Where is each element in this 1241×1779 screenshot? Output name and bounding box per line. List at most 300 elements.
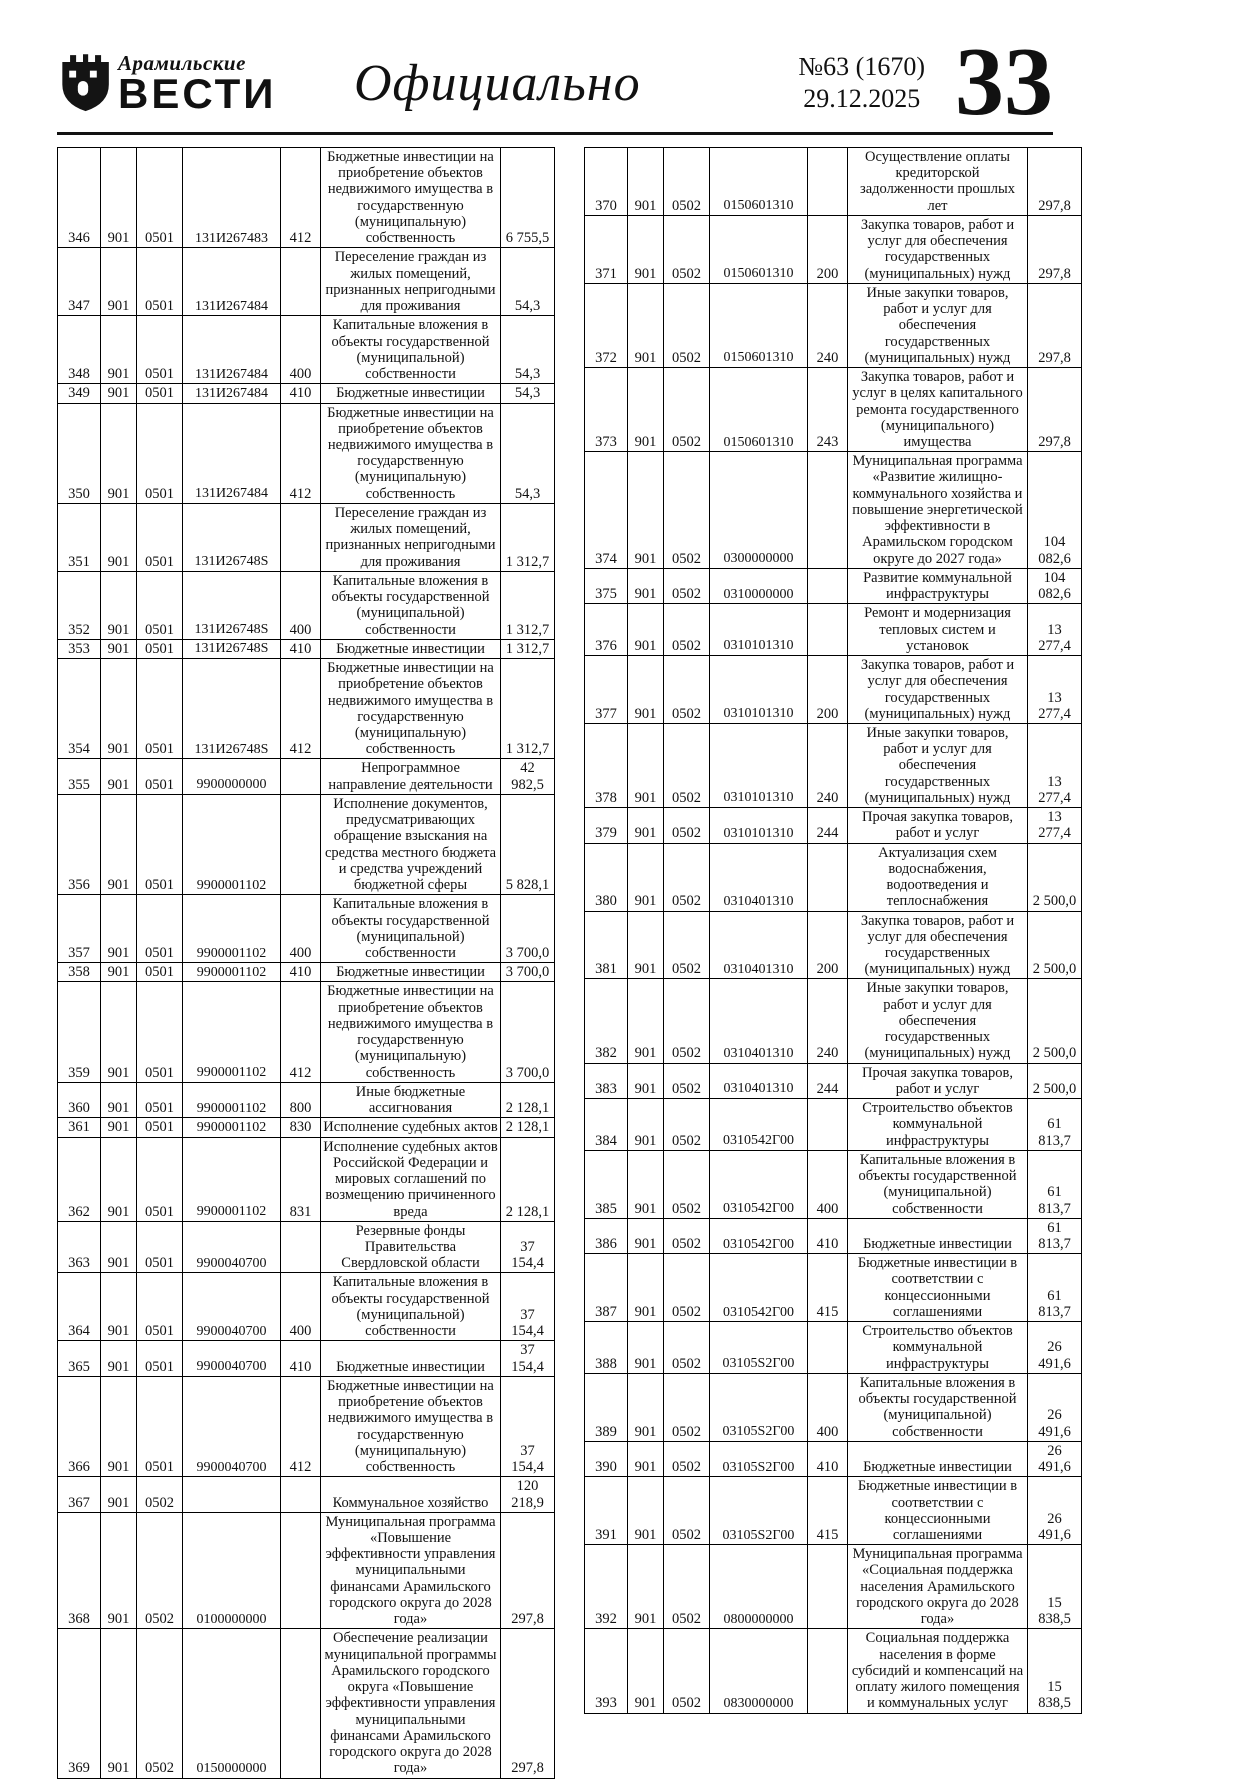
target-code: 9900001102 bbox=[183, 982, 281, 1082]
amount: 297,8 bbox=[1028, 368, 1082, 452]
grbs-code: 901 bbox=[628, 656, 664, 724]
table-row bbox=[58, 1477, 555, 1512]
target-code: 0310101310 bbox=[710, 604, 808, 656]
grbs-code: 901 bbox=[101, 1341, 137, 1376]
budget-table-left bbox=[57, 147, 555, 1779]
section-code: 0502 bbox=[664, 604, 710, 656]
amount: 297,8 bbox=[1028, 215, 1082, 283]
grbs-code: 901 bbox=[101, 503, 137, 571]
row-number: 384 bbox=[585, 1099, 628, 1151]
target-code: 0310101310 bbox=[710, 723, 808, 807]
target-code: 0310401310 bbox=[710, 979, 808, 1063]
issue-date: 29.12.2025 bbox=[803, 84, 921, 113]
table-row bbox=[585, 1322, 1082, 1374]
table-row bbox=[58, 1629, 555, 1778]
expense-name: Бюджетные инвестиции на приобретение объектов недвижимого имущества в государственную (муниципальную) собственность bbox=[321, 1376, 501, 1476]
type-code: 410 bbox=[281, 639, 321, 658]
amount: 54,3 bbox=[501, 248, 555, 316]
target-code: 03105S2Г00 bbox=[710, 1477, 808, 1545]
grbs-code: 901 bbox=[628, 1629, 664, 1713]
row-number: 382 bbox=[585, 979, 628, 1063]
table-row bbox=[58, 982, 555, 1082]
table-row bbox=[58, 1137, 555, 1221]
amount: 1 312,7 bbox=[501, 639, 555, 658]
section-code: 0502 bbox=[664, 1150, 710, 1218]
section-code: 0501 bbox=[137, 963, 183, 982]
row-number: 387 bbox=[585, 1254, 628, 1322]
target-code: 9900000000 bbox=[183, 759, 281, 794]
table-row bbox=[58, 794, 555, 894]
amount: 54,3 bbox=[501, 403, 555, 503]
row-number: 374 bbox=[585, 452, 628, 569]
target-code: 0300000000 bbox=[710, 452, 808, 569]
target-code: 9900040700 bbox=[183, 1376, 281, 1476]
section-code: 0501 bbox=[137, 759, 183, 794]
amount: 37 154,4 bbox=[501, 1221, 555, 1273]
type-code bbox=[281, 1221, 321, 1273]
target-code: 0310401310 bbox=[710, 1063, 808, 1098]
amount: 61 813,7 bbox=[1028, 1099, 1082, 1151]
section-code: 0501 bbox=[137, 571, 183, 639]
expense-name: Капитальные вложения в объекты государственной (муниципальной) собственности bbox=[848, 1150, 1028, 1218]
amount: 2 128,1 bbox=[501, 1137, 555, 1221]
row-number: 380 bbox=[585, 843, 628, 911]
expense-name: Резервные фонды Правительства Свердловской области bbox=[321, 1221, 501, 1273]
type-code: 244 bbox=[808, 1063, 848, 1098]
brand-bottom-text: ВЕСТИ bbox=[118, 69, 277, 117]
row-number: 391 bbox=[585, 1477, 628, 1545]
type-code: 244 bbox=[808, 808, 848, 843]
type-code bbox=[281, 1512, 321, 1629]
target-code: 0100000000 bbox=[183, 1512, 281, 1629]
expense-name: Иные закупки товаров, работ и услуг для обеспечения государственных (муниципальных) нужд bbox=[848, 723, 1028, 807]
type-code: 240 bbox=[808, 723, 848, 807]
section-code: 0502 bbox=[664, 1477, 710, 1545]
type-code: 412 bbox=[281, 1376, 321, 1476]
type-code: 200 bbox=[808, 656, 848, 724]
amount: 26 491,6 bbox=[1028, 1477, 1082, 1545]
table-row bbox=[585, 1373, 1082, 1441]
grbs-code: 901 bbox=[101, 1376, 137, 1476]
grbs-code: 901 bbox=[101, 895, 137, 963]
target-code: 131И267484 bbox=[183, 403, 281, 503]
expense-name: Закупка товаров, работ и услуг для обеспечения государственных (муниципальных) нужд bbox=[848, 911, 1028, 979]
target-code: 131И26748S bbox=[183, 639, 281, 658]
row-number: 388 bbox=[585, 1322, 628, 1374]
grbs-code: 901 bbox=[628, 604, 664, 656]
target-code: 9900001102 bbox=[183, 1082, 281, 1117]
grbs-code: 901 bbox=[101, 1477, 137, 1512]
section-code: 0501 bbox=[137, 1376, 183, 1476]
row-number: 383 bbox=[585, 1063, 628, 1098]
type-code bbox=[281, 248, 321, 316]
amount: 1 312,7 bbox=[501, 503, 555, 571]
section-code: 0502 bbox=[664, 148, 710, 216]
section-code: 0501 bbox=[137, 1273, 183, 1341]
grbs-code: 901 bbox=[101, 384, 137, 403]
row-number: 348 bbox=[58, 316, 101, 384]
table-row bbox=[585, 911, 1082, 979]
amount: 37 154,4 bbox=[501, 1273, 555, 1341]
grbs-code: 901 bbox=[101, 248, 137, 316]
row-number: 389 bbox=[585, 1373, 628, 1441]
row-number: 392 bbox=[585, 1545, 628, 1629]
row-number: 358 bbox=[58, 963, 101, 982]
expense-name: Обеспечение реализации муниципальной программы Арамильского городского округа «Повышение эффективности управления муниципальными финансами Арамильского городского округа до 2028 года» bbox=[321, 1629, 501, 1778]
amount: 2 128,1 bbox=[501, 1082, 555, 1117]
amount: 13 277,4 bbox=[1028, 604, 1082, 656]
grbs-code: 901 bbox=[101, 403, 137, 503]
table-row bbox=[585, 1629, 1082, 1713]
section-code: 0502 bbox=[664, 1629, 710, 1713]
expense-name: Бюджетные инвестиции bbox=[848, 1218, 1028, 1253]
expense-name: Капитальные вложения в объекты государственной (муниципальной) собственности bbox=[321, 1273, 501, 1341]
grbs-code: 901 bbox=[628, 368, 664, 452]
header-divider bbox=[57, 132, 1053, 135]
grbs-code: 901 bbox=[628, 1373, 664, 1441]
expense-name: Капитальные вложения в объекты государственной (муниципальной) собственности bbox=[848, 1373, 1028, 1441]
table-row bbox=[585, 1150, 1082, 1218]
type-code bbox=[281, 503, 321, 571]
row-number: 371 bbox=[585, 215, 628, 283]
expense-name: Закупка товаров, работ и услуг для обеспечения государственных (муниципальных) нужд bbox=[848, 215, 1028, 283]
section-code: 0502 bbox=[664, 452, 710, 569]
target-code: 9900040700 bbox=[183, 1221, 281, 1273]
expense-name: Бюджетные инвестиции bbox=[321, 384, 501, 403]
row-number: 373 bbox=[585, 368, 628, 452]
target-code: 0310542Г00 bbox=[710, 1254, 808, 1322]
expense-name: Строительство объектов коммунальной инфраструктуры bbox=[848, 1322, 1028, 1374]
section-code: 0502 bbox=[664, 1545, 710, 1629]
expense-name: Исполнение судебных актов Российской Федерации и мировых соглашений по возмещению причиненного вреда bbox=[321, 1137, 501, 1221]
table-row bbox=[585, 1477, 1082, 1545]
grbs-code: 901 bbox=[628, 568, 664, 603]
expense-name: Бюджетные инвестиции bbox=[321, 1341, 501, 1376]
brand-top-text: Арамильские bbox=[118, 50, 246, 75]
target-code: 9900001102 bbox=[183, 1137, 281, 1221]
type-code: 400 bbox=[808, 1150, 848, 1218]
table-row bbox=[58, 639, 555, 658]
section-code: 0502 bbox=[664, 368, 710, 452]
type-code bbox=[808, 604, 848, 656]
table-row bbox=[58, 895, 555, 963]
budget-table-right bbox=[584, 147, 1082, 1714]
table-row bbox=[585, 604, 1082, 656]
type-code: 830 bbox=[281, 1118, 321, 1137]
type-code: 410 bbox=[808, 1218, 848, 1253]
type-code: 400 bbox=[808, 1373, 848, 1441]
amount: 61 813,7 bbox=[1028, 1254, 1082, 1322]
row-number: 349 bbox=[58, 384, 101, 403]
table-row bbox=[585, 808, 1082, 843]
amount: 15 838,5 bbox=[1028, 1629, 1082, 1713]
amount: 2 128,1 bbox=[501, 1118, 555, 1137]
expense-name: Капитальные вложения в объекты государственной (муниципальной) собственности bbox=[321, 571, 501, 639]
grbs-code: 901 bbox=[628, 1477, 664, 1545]
amount: 26 491,6 bbox=[1028, 1373, 1082, 1441]
grbs-code: 901 bbox=[101, 1273, 137, 1341]
row-number: 360 bbox=[58, 1082, 101, 1117]
table-row bbox=[585, 1063, 1082, 1098]
newspaper-logo bbox=[57, 50, 299, 117]
type-code: 410 bbox=[281, 963, 321, 982]
grbs-code: 901 bbox=[101, 659, 137, 759]
table-row bbox=[585, 1545, 1082, 1629]
expense-name: Муниципальная программа «Социальная поддержка населения Арамильского городского округа до 2028 года» bbox=[848, 1545, 1028, 1629]
amount: 297,8 bbox=[501, 1629, 555, 1778]
table-row bbox=[585, 368, 1082, 452]
target-code: 9900040700 bbox=[183, 1273, 281, 1341]
table-row bbox=[58, 1341, 555, 1376]
row-number: 369 bbox=[58, 1629, 101, 1778]
amount: 3 700,0 bbox=[501, 963, 555, 982]
row-number: 376 bbox=[585, 604, 628, 656]
type-code bbox=[281, 1477, 321, 1512]
section-code: 0501 bbox=[137, 503, 183, 571]
section-code: 0501 bbox=[137, 982, 183, 1082]
table-row bbox=[58, 384, 555, 403]
row-number: 352 bbox=[58, 571, 101, 639]
type-code: 400 bbox=[281, 1273, 321, 1341]
amount: 3 700,0 bbox=[501, 982, 555, 1082]
table-row bbox=[585, 568, 1082, 603]
target-code: 0150000000 bbox=[183, 1629, 281, 1778]
target-code: 0150601310 bbox=[710, 215, 808, 283]
table-row bbox=[585, 1441, 1082, 1476]
table-row bbox=[585, 452, 1082, 569]
amount: 26 491,6 bbox=[1028, 1322, 1082, 1374]
table-row bbox=[58, 659, 555, 759]
row-number: 351 bbox=[58, 503, 101, 571]
type-code: 412 bbox=[281, 403, 321, 503]
grbs-code: 901 bbox=[101, 316, 137, 384]
grbs-code: 901 bbox=[628, 283, 664, 367]
section-code: 0502 bbox=[664, 1063, 710, 1098]
section-code: 0501 bbox=[137, 1221, 183, 1273]
grbs-code: 901 bbox=[101, 1221, 137, 1273]
row-number: 347 bbox=[58, 248, 101, 316]
type-code bbox=[281, 759, 321, 794]
section-code: 0502 bbox=[664, 1099, 710, 1151]
type-code: 831 bbox=[281, 1137, 321, 1221]
section-code: 0501 bbox=[137, 895, 183, 963]
expense-name: Иные закупки товаров, работ и услуг для обеспечения государственных (муниципальных) нужд bbox=[848, 283, 1028, 367]
table-row bbox=[585, 723, 1082, 807]
section-code: 0502 bbox=[664, 1254, 710, 1322]
table-row bbox=[585, 1099, 1082, 1151]
row-number: 350 bbox=[58, 403, 101, 503]
amount: 104 082,6 bbox=[1028, 568, 1082, 603]
grbs-code: 901 bbox=[101, 1629, 137, 1778]
expense-name: Закупка товаров, работ и услуг в целях капитального ремонта государственного (муниципального) имущества bbox=[848, 368, 1028, 452]
row-number: 381 bbox=[585, 911, 628, 979]
row-number: 368 bbox=[58, 1512, 101, 1629]
table-row bbox=[585, 215, 1082, 283]
target-code: 0310401310 bbox=[710, 843, 808, 911]
row-number: 378 bbox=[585, 723, 628, 807]
target-code: 9900001102 bbox=[183, 794, 281, 894]
section-code: 0501 bbox=[137, 794, 183, 894]
table-row bbox=[58, 1118, 555, 1137]
grbs-code: 901 bbox=[628, 843, 664, 911]
section-code: 0502 bbox=[664, 808, 710, 843]
table-row bbox=[58, 1082, 555, 1117]
amount: 3 700,0 bbox=[501, 895, 555, 963]
grbs-code: 901 bbox=[101, 759, 137, 794]
amount: 1 312,7 bbox=[501, 571, 555, 639]
grbs-code: 901 bbox=[628, 1150, 664, 1218]
row-number: 377 bbox=[585, 656, 628, 724]
amount: 2 500,0 bbox=[1028, 1063, 1082, 1098]
target-code: 0830000000 bbox=[710, 1629, 808, 1713]
section-code: 0501 bbox=[137, 148, 183, 248]
grbs-code: 901 bbox=[628, 1322, 664, 1374]
expense-name: Капитальные вложения в объекты государственной (муниципальной) собственности bbox=[321, 895, 501, 963]
table-row bbox=[58, 503, 555, 571]
grbs-code: 901 bbox=[101, 1082, 137, 1117]
expense-name: Социальная поддержка населения в форме субсидий и компенсаций на оплату жилого помещения и коммунальных услуг bbox=[848, 1629, 1028, 1713]
section-code: 0502 bbox=[664, 843, 710, 911]
type-code bbox=[808, 1322, 848, 1374]
grbs-code: 901 bbox=[101, 148, 137, 248]
expense-name: Осуществление оплаты кредиторской задолженности прошлых лет bbox=[848, 148, 1028, 216]
section-code: 0501 bbox=[137, 403, 183, 503]
expense-name: Бюджетные инвестиции в соответствии с концессионными соглашениями bbox=[848, 1254, 1028, 1322]
amount: 54,3 bbox=[501, 384, 555, 403]
amount: 5 828,1 bbox=[501, 794, 555, 894]
row-number: 379 bbox=[585, 808, 628, 843]
grbs-code: 901 bbox=[628, 1441, 664, 1476]
expense-name: Исполнение судебных актов bbox=[321, 1118, 501, 1137]
target-code: 0150601310 bbox=[710, 368, 808, 452]
row-number: 390 bbox=[585, 1441, 628, 1476]
target-code: 9900001102 bbox=[183, 895, 281, 963]
newspaper-name bbox=[118, 50, 277, 117]
table-row bbox=[58, 316, 555, 384]
table-row bbox=[585, 843, 1082, 911]
row-number: 353 bbox=[58, 639, 101, 658]
type-code: 415 bbox=[808, 1254, 848, 1322]
type-code: 400 bbox=[281, 571, 321, 639]
section-code: 0502 bbox=[137, 1477, 183, 1512]
target-code: 0310542Г00 bbox=[710, 1218, 808, 1253]
amount: 1 312,7 bbox=[501, 659, 555, 759]
section-code: 0502 bbox=[664, 1322, 710, 1374]
type-code: 240 bbox=[808, 979, 848, 1063]
target-code: 131И26748S bbox=[183, 571, 281, 639]
target-code: 131И267483 bbox=[183, 148, 281, 248]
expense-name: Муниципальная программа «Повышение эффективности управления муниципальными финансами Арамильского городского округа до 2028 года» bbox=[321, 1512, 501, 1629]
target-code: 0150601310 bbox=[710, 148, 808, 216]
row-number: 386 bbox=[585, 1218, 628, 1253]
row-number: 365 bbox=[58, 1341, 101, 1376]
section-code: 0502 bbox=[664, 979, 710, 1063]
row-number: 363 bbox=[58, 1221, 101, 1273]
grbs-code: 901 bbox=[628, 215, 664, 283]
row-number: 359 bbox=[58, 982, 101, 1082]
section-code: 0502 bbox=[664, 656, 710, 724]
type-code bbox=[808, 568, 848, 603]
type-code bbox=[808, 148, 848, 216]
table-row bbox=[585, 1218, 1082, 1253]
table-row bbox=[58, 963, 555, 982]
expense-name: Строительство объектов коммунальной инфраструктуры bbox=[848, 1099, 1028, 1151]
amount: 104 082,6 bbox=[1028, 452, 1082, 569]
expense-name: Переселение граждан из жилых помещений, признанных непригодными для проживания bbox=[321, 503, 501, 571]
table-row bbox=[58, 403, 555, 503]
section-code: 0501 bbox=[137, 316, 183, 384]
expense-name: Коммунальное хозяйство bbox=[321, 1477, 501, 1512]
row-number: 385 bbox=[585, 1150, 628, 1218]
target-code: 03105S2Г00 bbox=[710, 1373, 808, 1441]
type-code: 243 bbox=[808, 368, 848, 452]
section-code: 0501 bbox=[137, 1082, 183, 1117]
table-row bbox=[58, 571, 555, 639]
expense-name: Бюджетные инвестиции на приобретение объектов недвижимого имущества в государственную (муниципальную) собственность bbox=[321, 659, 501, 759]
type-code bbox=[808, 1629, 848, 1713]
target-code: 03105S2Г00 bbox=[710, 1441, 808, 1476]
expense-name: Бюджетные инвестиции bbox=[321, 639, 501, 658]
table-row bbox=[585, 148, 1082, 216]
amount: 54,3 bbox=[501, 316, 555, 384]
type-code: 200 bbox=[808, 911, 848, 979]
target-code: 131И267484 bbox=[183, 248, 281, 316]
expense-name: Закупка товаров, работ и услуг для обеспечения государственных (муниципальных) нужд bbox=[848, 656, 1028, 724]
amount: 120 218,9 bbox=[501, 1477, 555, 1512]
amount: 13 277,4 bbox=[1028, 656, 1082, 724]
page-number: 33 bbox=[955, 28, 1053, 137]
expense-name: Капитальные вложения в объекты государственной (муниципальной) собственности bbox=[321, 316, 501, 384]
table-row bbox=[585, 979, 1082, 1063]
expense-name: Бюджетные инвестиции в соответствии с концессионными соглашениями bbox=[848, 1477, 1028, 1545]
row-number: 354 bbox=[58, 659, 101, 759]
expense-name: Актуализация схем водоснабжения, водоотведения и теплоснабжения bbox=[848, 843, 1028, 911]
row-number: 361 bbox=[58, 1118, 101, 1137]
grbs-code: 901 bbox=[628, 723, 664, 807]
page-header bbox=[57, 28, 1053, 137]
type-code: 410 bbox=[281, 384, 321, 403]
grbs-code: 901 bbox=[101, 1137, 137, 1221]
target-code: 03105S2Г00 bbox=[710, 1322, 808, 1374]
section-code: 0501 bbox=[137, 1137, 183, 1221]
type-code: 400 bbox=[281, 895, 321, 963]
amount: 13 277,4 bbox=[1028, 808, 1082, 843]
section-code: 0502 bbox=[137, 1629, 183, 1778]
grbs-code: 901 bbox=[628, 979, 664, 1063]
amount: 2 500,0 bbox=[1028, 843, 1082, 911]
target-code: 0800000000 bbox=[710, 1545, 808, 1629]
target-code: 0310401310 bbox=[710, 911, 808, 979]
row-number: 375 bbox=[585, 568, 628, 603]
table-row bbox=[585, 1254, 1082, 1322]
type-code: 412 bbox=[281, 148, 321, 248]
grbs-code: 901 bbox=[628, 911, 664, 979]
expense-name: Бюджетные инвестиции bbox=[321, 963, 501, 982]
target-code: 0310000000 bbox=[710, 568, 808, 603]
grbs-code: 901 bbox=[628, 148, 664, 216]
row-number: 355 bbox=[58, 759, 101, 794]
row-number: 356 bbox=[58, 794, 101, 894]
section-code: 0502 bbox=[137, 1512, 183, 1629]
type-code: 412 bbox=[281, 982, 321, 1082]
coat-of-arms-icon bbox=[57, 50, 109, 117]
type-code: 410 bbox=[281, 1341, 321, 1376]
type-code: 415 bbox=[808, 1477, 848, 1545]
row-number: 364 bbox=[58, 1273, 101, 1341]
row-number: 367 bbox=[58, 1477, 101, 1512]
expense-name: Прочая закупка товаров, работ и услуг bbox=[848, 808, 1028, 843]
section-code: 0502 bbox=[664, 911, 710, 979]
